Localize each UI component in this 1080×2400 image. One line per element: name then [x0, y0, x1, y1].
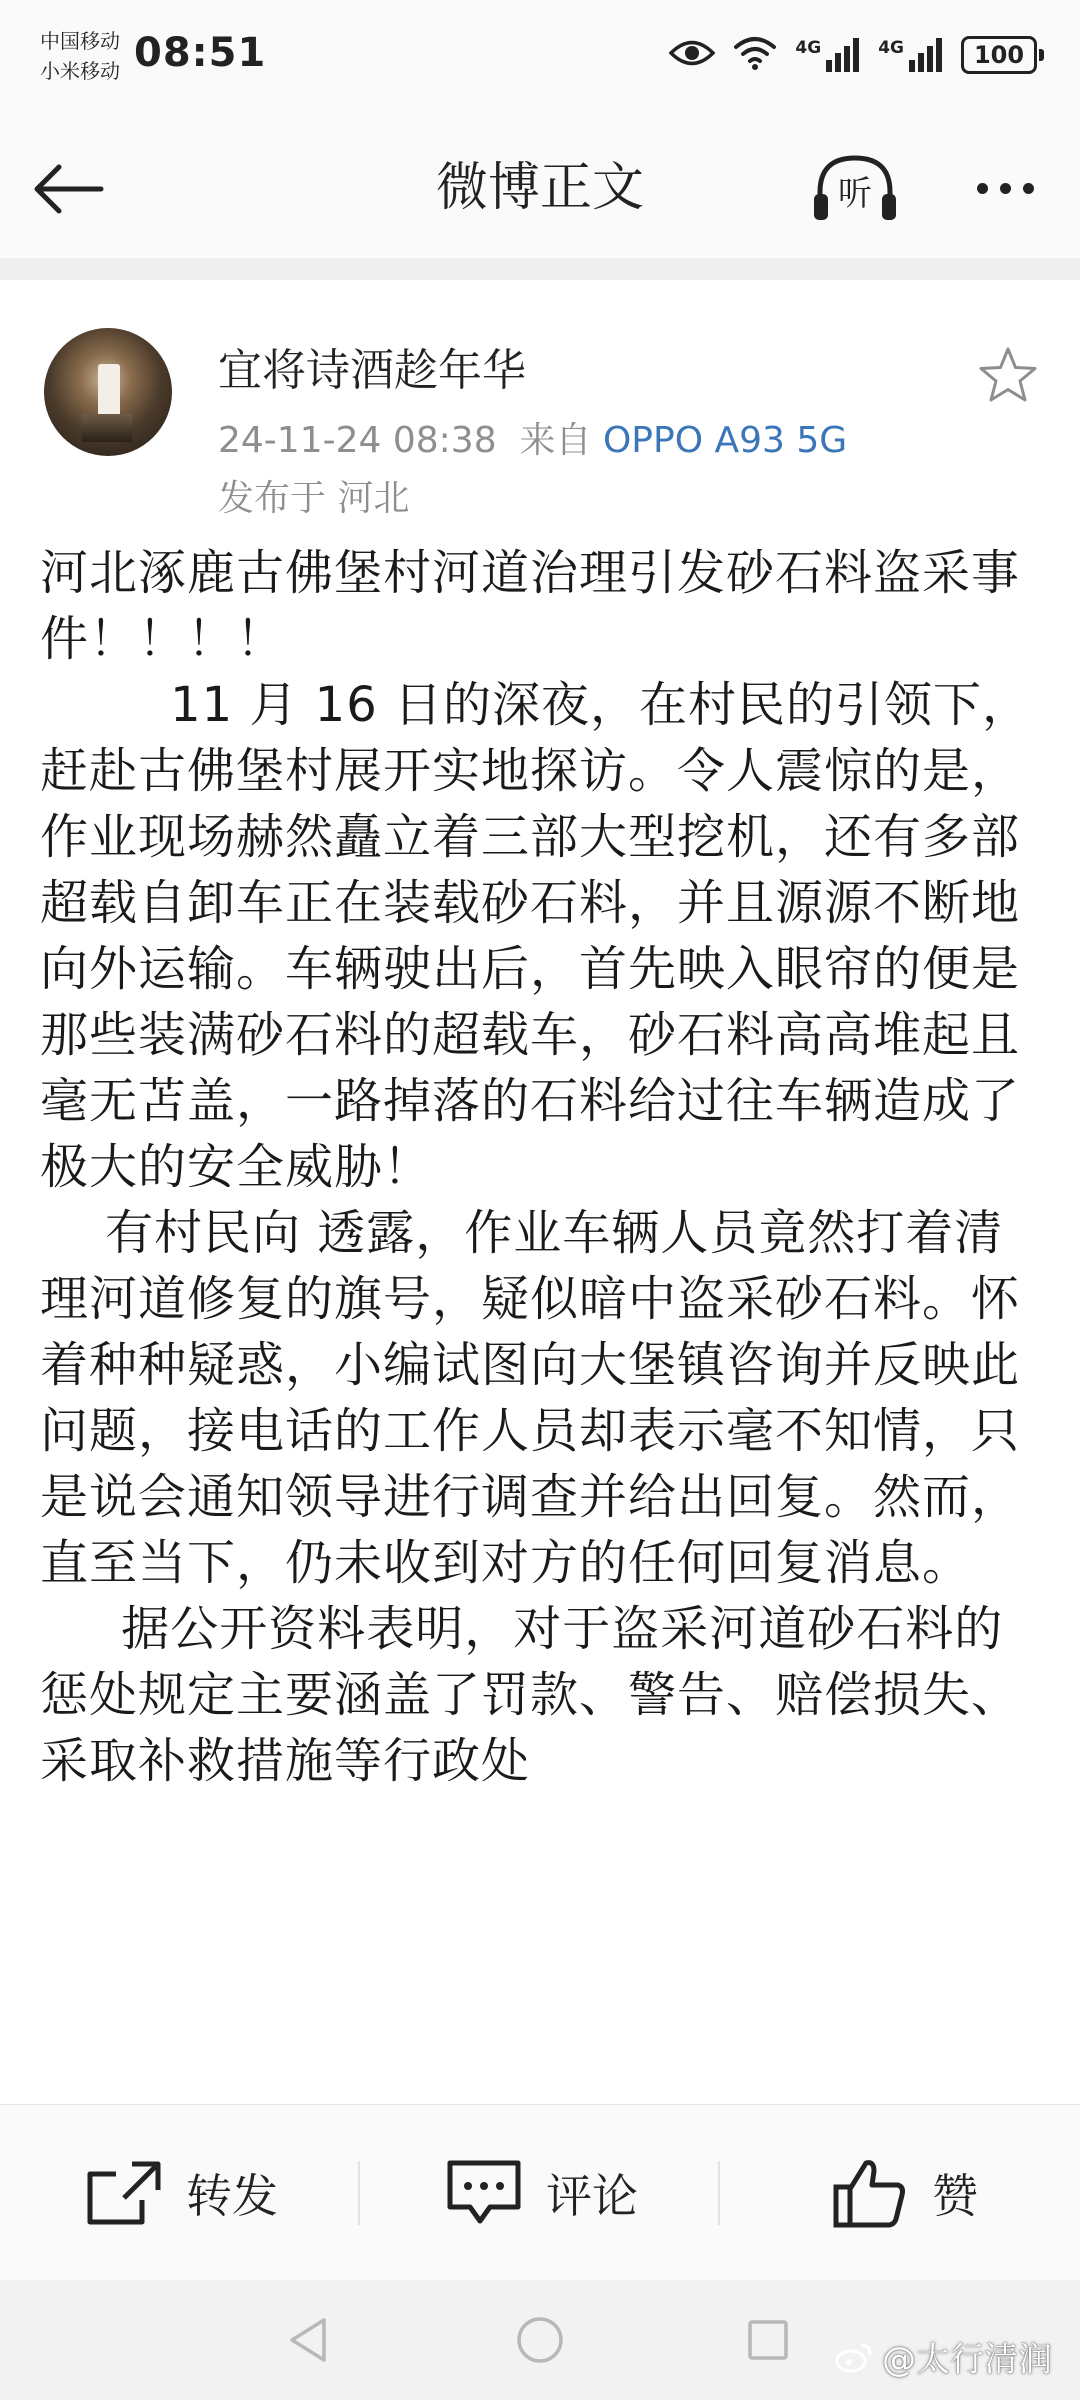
recents-square-icon — [746, 2318, 790, 2362]
post-location: 发布于 河北 — [218, 478, 410, 519]
comment-label: 评论 — [546, 2169, 638, 2223]
comment-icon — [446, 2159, 522, 2227]
watermark-text: @太行清润 — [882, 2340, 1052, 2380]
post-timestamp: 24-11-24 08:38 — [218, 420, 497, 461]
nav-back-button[interactable] — [278, 2310, 338, 2370]
wifi-icon — [733, 35, 777, 75]
carrier-1: 中国移动 — [40, 29, 120, 53]
favorite-button[interactable] — [976, 344, 1040, 408]
carrier-labels — [40, 26, 120, 86]
signal-icon-2: 4G — [878, 38, 943, 72]
avatar[interactable] — [44, 328, 172, 456]
share-icon — [86, 2160, 162, 2226]
status-time: 08:51 — [134, 30, 267, 76]
system-nav-bar — [0, 2280, 1080, 2400]
comment-button[interactable] — [446, 2105, 638, 2281]
home-circle-icon — [515, 2315, 565, 2365]
star-icon — [976, 344, 1040, 408]
signal-icon-1: 4G — [795, 38, 860, 72]
battery-level: 100 — [961, 36, 1037, 74]
post-meta — [218, 412, 847, 463]
page-title: 微博正文 — [435, 158, 644, 218]
watermark — [834, 2332, 1052, 2381]
post-content — [40, 540, 1050, 2100]
source-prefix: 来自 — [519, 420, 592, 461]
status-icons — [669, 30, 1044, 80]
back-arrow-icon — [31, 164, 105, 214]
nav-recents-button[interactable] — [738, 2310, 798, 2370]
eye-icon — [669, 38, 715, 72]
thumbs-up-icon — [832, 2157, 908, 2229]
more-icon — [977, 183, 988, 194]
weibo-logo-icon — [834, 2341, 874, 2373]
section-divider — [0, 258, 1080, 280]
post-heading: 河北涿鹿古佛堡村河道治理引发砂石料盗采事件！！！！ — [40, 545, 1021, 667]
repost-label: 转发 — [186, 2169, 278, 2223]
listen-button[interactable] — [810, 148, 900, 228]
listen-label: 听 — [838, 174, 872, 214]
back-triangle-icon — [286, 2316, 330, 2364]
carrier-2: 小米移动 — [40, 59, 120, 83]
status-bar — [0, 0, 1080, 118]
battery-icon — [961, 36, 1044, 74]
repost-button[interactable] — [86, 2105, 278, 2281]
post-paragraph: 11 月 16 日的深夜，在村民的引领下，赶赴古佛堡村展开实地探访。令人震惊的是，作业现场赫然矗立着三部大型挖机，还有多部超载自卸车正在装载砂石料，并且源源不断地向外运输。车辆驶出后，首先映入眼帘的便是那些装满砂石料的超载车，砂石料高高堆起且毫无苫盖，一路掉落的石料给过往车辆造成了极大的安全威胁！ — [40, 677, 1031, 1195]
device-link[interactable]: OPPO A93 5G — [602, 420, 848, 461]
nav-home-button[interactable] — [510, 2310, 570, 2370]
like-label: 赞 — [932, 2169, 978, 2223]
post-paragraph: 据公开资料表明，对于盗采河道砂石料的惩处规定主要涵盖了罚款、警告、赔偿损失、采取补救措施等行政处 — [40, 1601, 1021, 1789]
action-bar — [0, 2104, 1080, 2281]
author-name[interactable]: 宜将诗酒趁年华 — [218, 345, 526, 396]
post-paragraph: 有村民向 透露，作业车辆人员竟然打着清理河道修复的旗号，疑似暗中盗采砂石料。怀着种种疑惑，小编试图向大堡镇咨询并反映此问题，接电话的工作人员却表示毫不知情，只是说会通知领导进行调查并给出回复。然而，直至当下，仍未收到对方的任何回复消息。 — [40, 1205, 1021, 1591]
more-button[interactable] — [960, 158, 1050, 218]
like-button[interactable] — [832, 2105, 978, 2281]
top-header — [0, 118, 1080, 258]
back-button[interactable] — [28, 154, 108, 224]
